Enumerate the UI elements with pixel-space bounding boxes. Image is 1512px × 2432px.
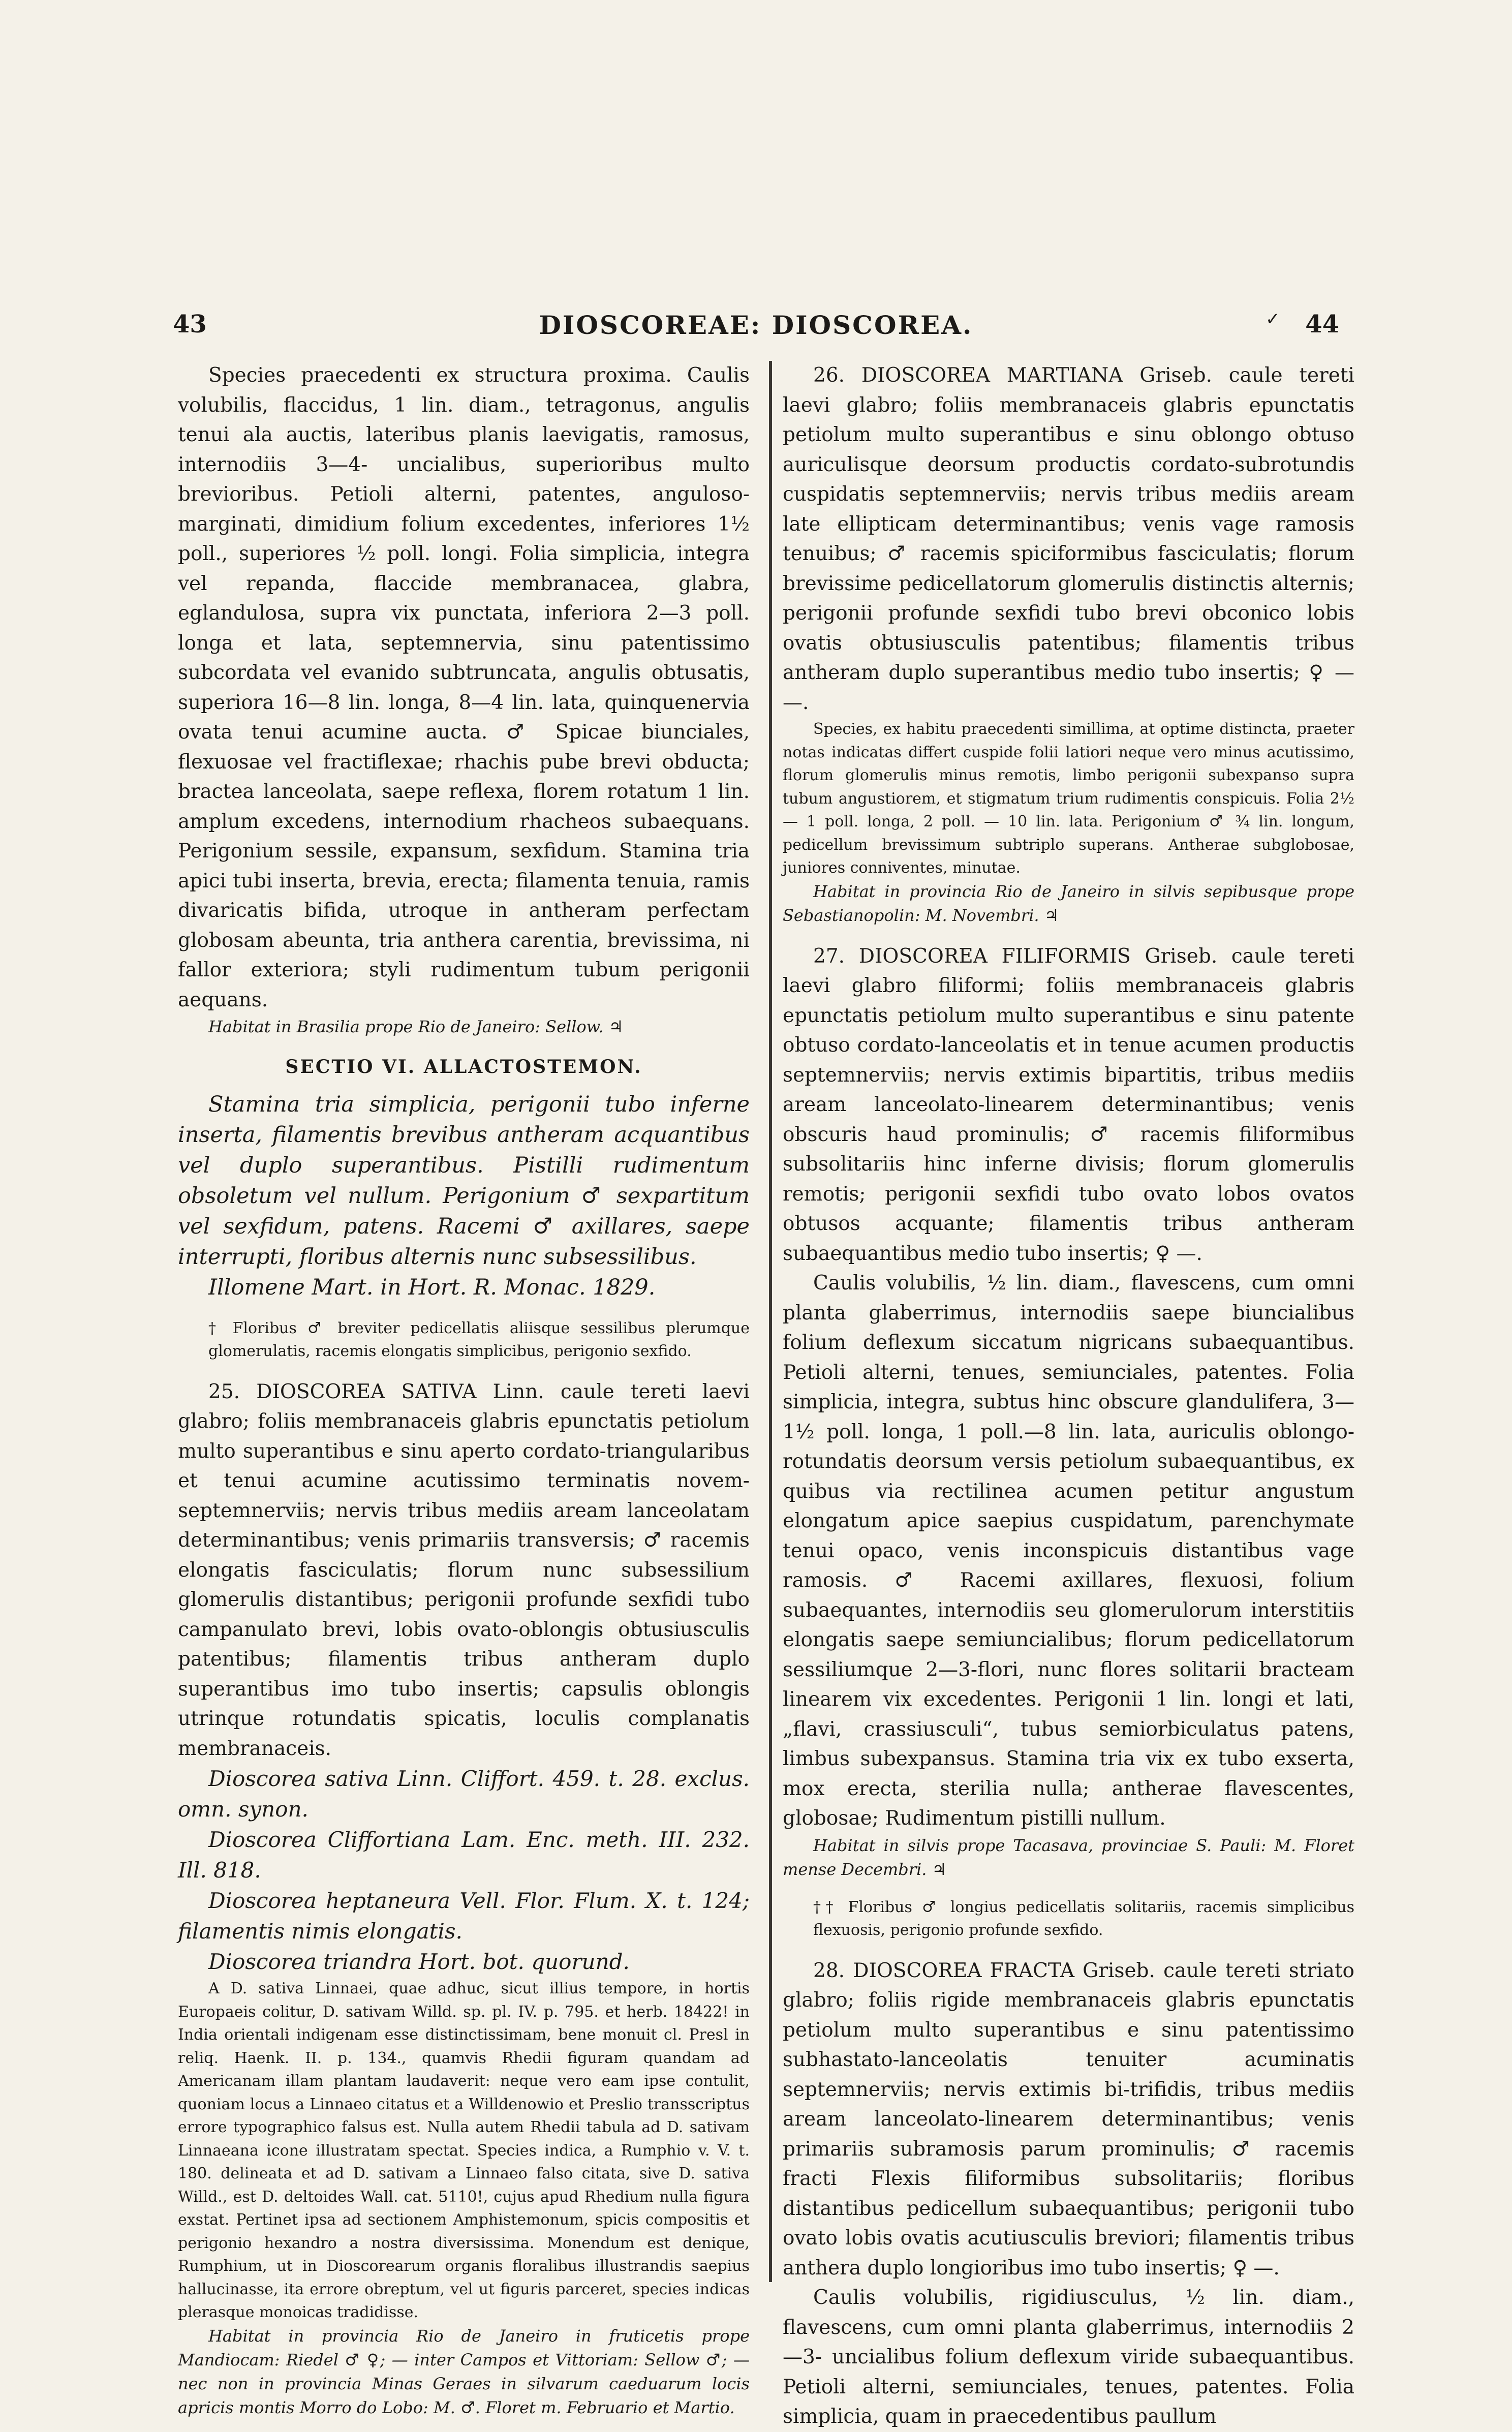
habitat-line: Habitat in silvis prope Tacasava, provinciae S. Pauli: M. Floret mense Decembri. ♃: [783, 1835, 1354, 1879]
remark-paragraph: A D. sativa Linnaei, quae adhuc, sicut illius tempore, in hortis Europaeis colitur, D. sativam Willd. sp. pl. IV. p. 795. et herb. 18422! in India orientali indigenam esse distinctissimam, bene monuit cl. Presl in reliq. Haenk. II. p. 134., quamvis Rhedii figuram quandam ad Americanam illam plantam laudaverit: neque vero eam ipse contulit, quoniam locus a Linnaeo citatus et a Willdenowio et Preslio transscriptus errore typographico falsus est. Nulla autem Rhedii tabula ad D. sativam Linnaeana icone illustratam spectat. Species indica, a Rumphio v. V. t. 180. delineata et ad D. sativam a Linnaeo falso citata, sive D. sativa Willd., est D. deltoides Wall. cat. 5110!, cujus apud Rhedium nulla figura exstat. Pertinet ipsa ad sectionem Amphistemonum, spicis compositis et perigonio hexandro a nostra diversissima. Monendum est denique, Rumphium, ut in Dioscorearum organis floralibus illustrandis saepius hallucinasse, ita errore obreptum, vel ut figuris parceret, species indicas plerasque monoicas tradidisse.: [178, 1980, 750, 2321]
section-heading: SECTIO VI. ALLACTOSTEMON.: [285, 1056, 642, 1078]
check-mark-icon: ✓: [1266, 309, 1280, 329]
synonym-line: Dioscorea Cliffortiana Lam. Enc. meth. III. 232. Ill. 818.: [178, 1827, 750, 1883]
column-divider: [769, 361, 772, 2282]
page-number-right: 44: [1305, 310, 1339, 338]
spacer: [178, 1363, 750, 1377]
habitat-line: Habitat in provincia Rio de Janeiro in silvis sepibusque prope Sebastianopolin: M. Novembri. ♃: [783, 881, 1354, 925]
right-column: [783, 361, 1354, 2428]
description-paragraph: Caulis volubilis, ½ lin. diam., flavescens, cum omni planta glaberrimus, internodiis saepe biuncialibus folium deflexum siccatum nigricans subaequantibus. Petioli alterni, tenues, semiunciales, patentes. Folia simplicia, integra, subtus hinc obscure glandulifera, 3—1½ poll. longa, 1 poll.—8 lin. lata, auriculis oblongo-rotundatis deorsum versis petiolum subaequantibus, ex quibus via rectilinea acumen petitur angustum elongatum apice saepius cuspidatum, parenchymate tenui opaco, venis inconspicuis distantibus vage ramosis. ♂ Racemi axillares, flexuosi, folium subaequantes, internodiis seu glomerulorum interstitiis elongatis saepe semiuncialibus; florum pedicellatorum sessiliumque 2—3-flori, nunc flores solitarii bracteam linearem vix excedentes. Perigonii 1 lin. longi et lati, „flavi, crassiusculi“, tubus semiorbiculatus patens, limbus subexpansus. Stamina tria vix ex tubo exserta, mox erecta, sterilia nulla; antherae flavescentes, globosae; Rudimentum pistilli nullum.: [783, 1272, 1354, 1830]
subsection-note: †† Floribus ♂ longius pedicellatis solitariis, racemis simplicibus flexuosis, perigonio profunde sexfido.: [813, 1898, 1354, 1939]
species-entry-27: 27. DIOSCOREA FILIFORMIS Griseb. caule tereti laevi glabro filiformi; foliis membranaceis glabris epunctatis petiolum multo superantibus e sinu patente obtuso cordato-lanceolatis et in tenue acumen productis septemnerviis; nervis extimis bipartitis, tribus mediis aream lanceolato-linearem determinantibus; venis obscuris haud prominulis; ♂ racemis filiformibus subsolitariis hinc inferne divisis; florum glomerulis remotis; perigonii sexfidi tubo ovato lobos ovatos obtusos acquante; filamentis tribus antheram subaequantibus medio tubo insertis; ♀ —.: [783, 944, 1354, 1265]
section-description: Stamina tria simplicia, perigonii tubo inferne inserta, filamentis brevibus antheram acquantibus vel duplo superantibus. Pistilli rudimentum obsoletum vel nullum. Perigonium ♂ sexpartitum vel sexfidum, patens. Racemi ♂ axillares, saepe interrupti, floribus alternis nunc subsessilibus.: [178, 1091, 750, 1270]
page-number-left: 43: [173, 310, 207, 338]
synonym-line: Dioscorea triandra Hort. bot. quorund.: [208, 1949, 630, 1974]
synonym-line: Dioscorea heptaneura Vell. Flor. Flum. X. t. 124; filamentis nimis elongatis.: [178, 1888, 750, 1944]
section-reference: Illomene Mart. in Hort. R. Monac. 1829.: [208, 1274, 656, 1300]
remark-paragraph: Species, ex habitu praecedenti simillima, at optime distincta, praeter notas indicatas differt cuspide folii latiori neque vero minus acutissimo, florum glomerulis minus remotis, limbo perigonii subexpanso supra tubum angustiorem, et stigmatum trium rudimentis conspicuis. Folia 2½ — 1 poll. longa, 2 poll. — 10 lin. lata. Perigonium ♂ ¾ lin. longum, pedicellum brevissimum subtriplo superans. Antherae subglobosae, juniores conniventes, minutae.: [783, 720, 1354, 877]
description-paragraph: Caulis volubilis, rigidiusculus, ½ lin. diam., flavescens, cum omni planta glaberrimus, internodiis 2—3- uncialibus folium deflexum viride subaequantibus. Petioli alterni, semiunciales, tenues, patentes. Folia simplicia, quam in praecedentibus paullum: [783, 2286, 1354, 2428]
spacer: [783, 1882, 1354, 1896]
spacer: [783, 1942, 1354, 1956]
species-entry-25: 25. DIOSCOREA SATIVA Linn. caule tereti laevi glabro; foliis membranaceis glabris epunctatis petiolum multo superantibus e sinu aperto cordato-triangularibus et tenui acumine acutissimo terminatis novem-septemnerviis; nervis tribus mediis aream lanceolatam determinantibus; venis primariis transversis; ♂ racemis elongatis fasciculatis; florum nunc subsessilium glomerulis distantibus; perigonii profunde sexfidi tubo campanulato brevi, lobis ovato-oblongis obtusiusculis patentibus; filamentis tribus antheram duplo superantibus imo tubo insertis; capsulis oblongis utrinque rotundatis spicatis, loculis complanatis membranaceis.: [178, 1380, 750, 1760]
species-entry-28: 28. DIOSCOREA FRACTA Griseb. caule tereti striato glabro; foliis rigide membranaceis glabris epunctatis petiolum multo superantibus e sinu patentissimo subhastato-lanceolatis tenuiter acuminatis septemnerviis; nervis extimis bi-trifidis, tribus mediis aream lanceolato-linearem determinantibus; venis primariis subramosis parum prominulis; ♂ racemis fracti Flexis filiformibus subsolitariis; floribus distantibus pedicellum subaequantibus; perigonii tubo ovato lobis ovatis acutiusculis breviori; filamentis tribus anthera duplo longioribus imo tubo insertis; ♀ —.: [783, 1959, 1354, 2280]
running-title: DIOSCOREAE: DIOSCOREA.: [539, 310, 973, 340]
running-header: [173, 310, 1339, 356]
habitat-line: Habitat in provincia Rio de Janeiro in fruticetis prope Mandiocam: Riedel ♂ ♀; — inter Campos et Vittoriam: Sellow ♂; — nec non in provincia Minas Geraes in silvarum caeduarum locis apricis montis Morro do Lobo: M. ♂. Floret m. Februario et Martio.: [178, 2326, 750, 2417]
species-entry-26: 26. DIOSCOREA MARTIANA Griseb. caule tereti laevi glabro; foliis membranaceis glabris epunctatis petiolum multo superantibus e sinu oblongo obtuso auriculisque deorsum productis cordato-subrotundis cuspidatis septemnerviis; nervis tribus mediis aream late ellipticam determinantibus; venis vage ramosis tenuibus; ♂ racemis spiciformibus fasciculatis; florum brevissime pedicellatorum glomerulis distinctis alternis; perigonii profunde sexfidi tubo brevi obconico lobis ovatis obtusiusculis patentibus; filamentis tribus antheram duplo superantibus medio tubo insertis; ♀ — —.: [783, 364, 1354, 714]
habitat-line: Habitat in Brasilia prope Rio de Janeiro: Sellow. ♃: [208, 1017, 624, 1036]
spacer: [783, 928, 1354, 942]
left-column: [178, 361, 750, 2417]
description-paragraph: Species praecedenti ex structura proxima. Caulis volubilis, flaccidus, 1 lin. diam., tetragonus, angulis tenui ala auctis, lateribus planis laevigatis, ramosus, internodiis 3—4- uncialibus, superioribus multo brevioribus. Petioli alterni, patentes, anguloso-marginati, dimidium folium excedentes, inferiores 1½ poll., superiores ½ poll. longi. Folia simplicia, integra vel repanda, flaccide membranacea, glabra, eglandulosa, supra vix punctata, inferiora 2—3 poll. longa et lata, septemnervia, sinu patentissimo subcordata vel evanido subtruncata, angulis obtusatis, superiora 16—8 lin. longa, 8—4 lin. lata, quinquenervia ovata tenui acumine aucta. ♂ Spicae biunciales, flexuosae vel fractiflexae; rhachis pube brevi obducta; bractea lanceolata, saepe reflexa, florem rotatum 1 lin. amplum excedens, internodium rhacheos subaequans. Perigonium sessile, expansum, sexfidum. Stamina tria apici tubi inserta, brevia, erecta; filamenta tenuia, ramis divaricatis bifida, utroque in antheram perfectam globosam abeunta, tria anthera carentia, brevissima, ni fallor exteriora; styli rudimentum tubum perigonii aequans.: [178, 364, 750, 1011]
synonym-line: Dioscorea sativa Linn. Cliffort. 459. t. 28. exclus. omn. synon.: [178, 1766, 750, 1822]
spacer: [178, 1303, 750, 1317]
subsection-note: † Floribus ♂ breviter pedicellatis aliisque sessilibus plerumque glomerulatis, racemis elongatis simplicibus, perigonio sexfido.: [208, 1319, 750, 1360]
